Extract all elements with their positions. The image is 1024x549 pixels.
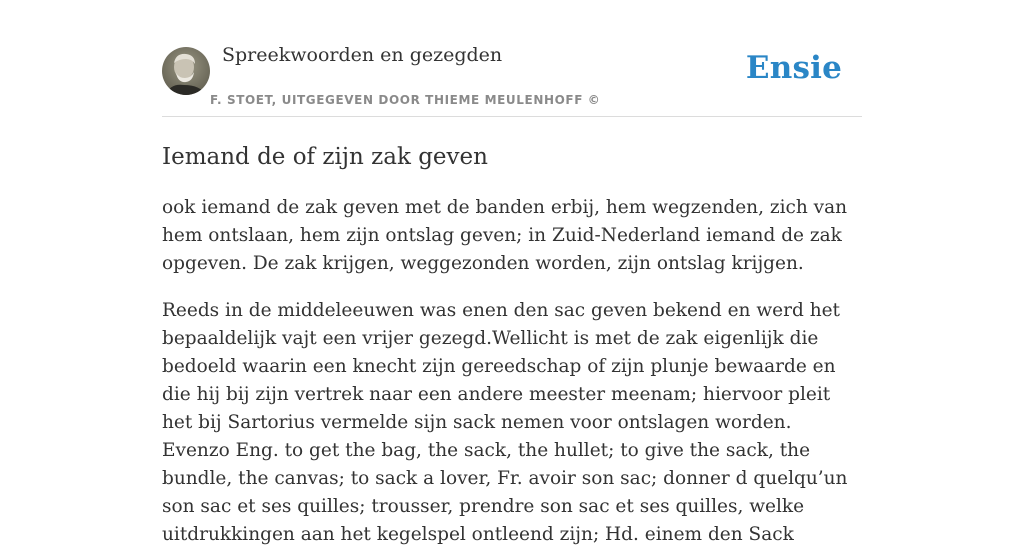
author-portrait-icon[interactable] xyxy=(162,47,210,95)
entry-paragraph-2: Reeds in de middeleeuwen was enen den sac geven bekend en werd het bepaaldelijk vajt een vrijer gezegd.Wellicht is met de zak eigenlijk die bedoeld waarin een knecht zijn gereedschap of zijn plunje bewaarde en die hij bij zijn vertrek naar een andere meester meenam; hiervoor pleit het bij Sartorius vermelde sijn sack nemen voor ontslagen worden. Evenzo Eng. to get the bag, the sack, the hullet; to give the sack, the bundle, the canvas; to sack a lover, Fr. avoir son sac; donner d quelqu’un son sac et ses quilles; trousser, prendre son sac et ses quilles, welke uitdrukkingen aan het kegelspel ontleend zijn; Hd. einem den Sack xyxy=(162,300,848,545)
publisher-credit: F. STOET, UITGEGEVEN DOOR THIEME MEULENHOFF © xyxy=(210,93,601,107)
site-title[interactable]: Spreekwoorden en gezegden xyxy=(222,44,503,66)
page-container xyxy=(162,0,862,549)
ensie-logo[interactable]: Ensie xyxy=(745,50,842,86)
site-header xyxy=(162,0,862,117)
entry-paragraph-1: ook iemand de zak geven met de banden erbij, hem wegzenden, zich van hem ontslaan, hem zijn ontslag geven; in Zuid-Nederland iemand de zak opgeven. De zak krijgen, weggezonden worden, zijn ontslag krijgen. xyxy=(162,197,848,274)
entry-title: Iemand de of zijn zak geven xyxy=(162,144,488,170)
